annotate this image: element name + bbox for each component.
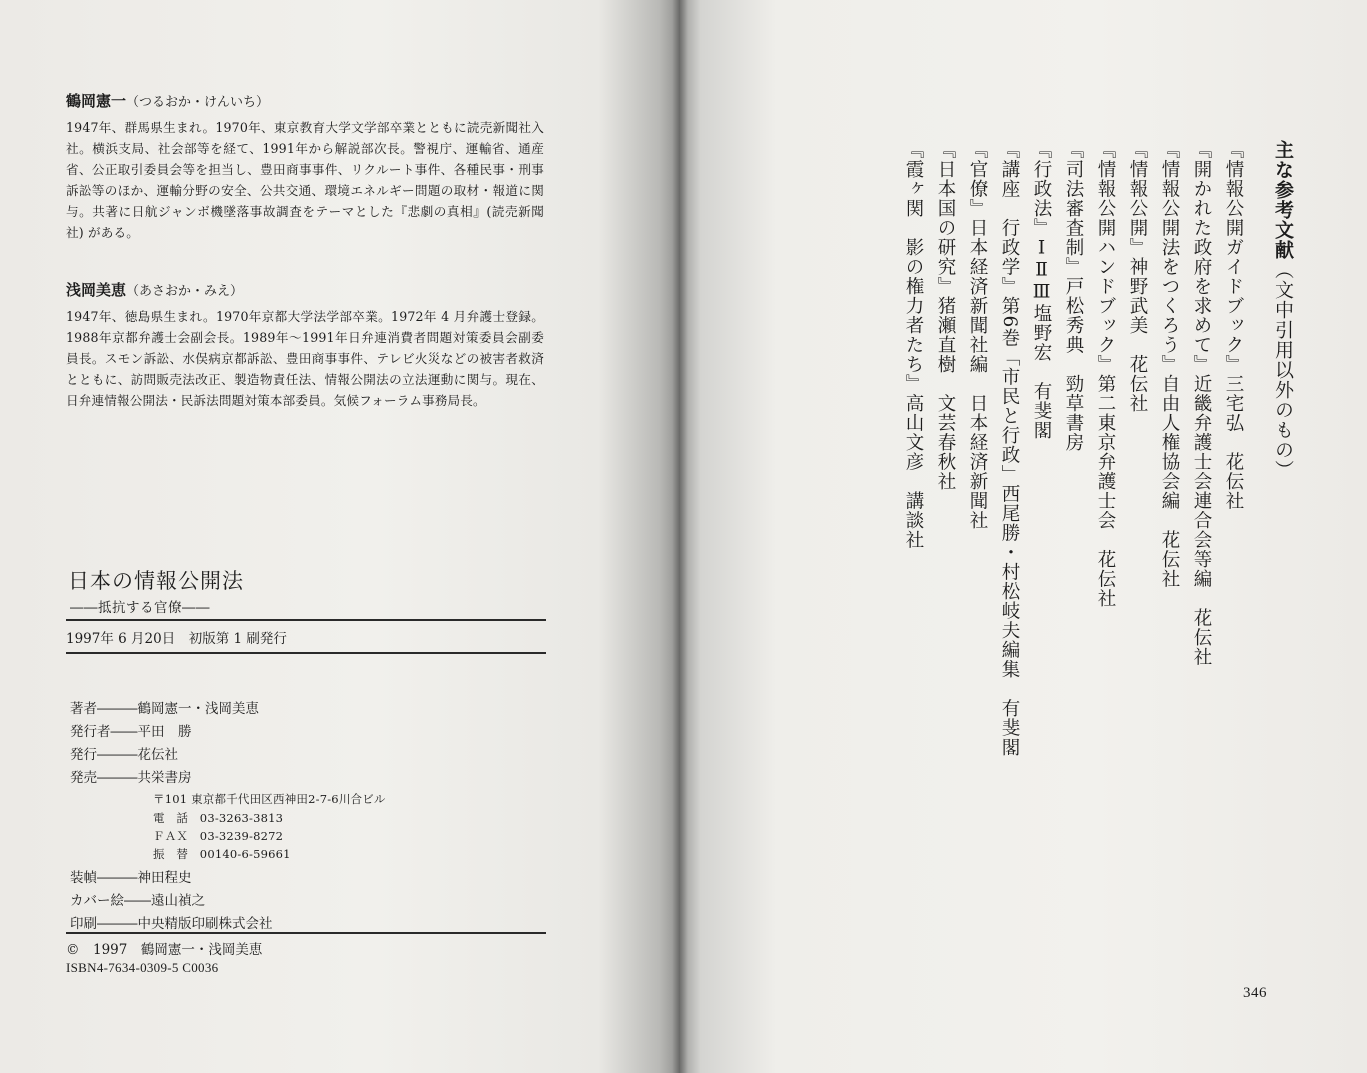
author-profile: [66, 90, 544, 243]
reference-item: 『情報公開ハンドブック』第二東京弁護士会 花伝社: [1095, 140, 1116, 608]
author-name: 浅岡美恵: [66, 281, 127, 299]
reference-item: 『情報公開』神野武美 花伝社: [1127, 140, 1148, 413]
cover-art-credit: カバー絵――遠山禎之: [70, 893, 205, 909]
reference-item: 『日本国の研究』猪瀬直樹 文芸春秋社: [935, 140, 956, 491]
isbn-line: ISBN4-7634-0309-5 C0036: [66, 960, 219, 975]
printing-credit: 印刷―――中央精版印刷株式会社: [70, 916, 273, 932]
divider: [66, 619, 546, 621]
author-bio: 1947年、徳島県生まれ。1970年京都大学法学部卒業。1972年 4 月弁護士登録。1988年京都弁護士会副会長。1989年～1991年日弁連消費者問題対策委員会副委員長。スモン訴訟、水俣病京都訴訟、豊田商事事件、テレビ火災などの被害者救済とともに、訪問販売法改正、製造物責任法、情報公開法の立法運動に関与。現在、日弁連情報公開法・民訴法問題対策本部委員。気候フォーラム事務局長。: [66, 309, 544, 408]
author-bio: 1947年、群馬県生まれ。1970年、東京教育大学文学部卒業とともに読売新聞社入社。横浜支局、社会部等を経て、1991年から解説部次長。警視庁、運輸省、通産省、公正取引委員会等を担当し、豊田商事事件、リクルート事件、各種民事・刑事訴訟等のほか、運輸分野の安全、公共交通、環境エネルギー問題の取材・報道に関与。共著に日航ジャンボ機墜落事故調査をテーマとした『悲劇の真相』(読売新聞社) がある。: [66, 120, 544, 240]
references-title: 主な参考文献: [1272, 140, 1294, 260]
page-number: 346: [1243, 985, 1267, 1001]
divider: [66, 652, 546, 654]
book-gutter: [672, 0, 688, 1073]
author-credit: 著者―――鶴岡憲一・浅岡美恵: [70, 701, 259, 717]
author-reading: （つるおか・けんいち）: [126, 95, 270, 110]
references-note: （文中引用以外のもの）: [1272, 260, 1294, 480]
reference-item: 『霞ヶ関 影の権力者たち』高山文彦 講談社: [903, 140, 924, 550]
divider: [66, 932, 546, 934]
publisher-credit: 発行―――花伝社: [70, 747, 178, 763]
publisher-phone: 電 話 03-3263-3813: [153, 811, 284, 825]
left-page: [0, 0, 680, 1073]
reference-item: 『情報公開法をつくろう』自由人権協会編 花伝社: [1159, 140, 1180, 589]
book-title: 日本の情報公開法: [68, 569, 244, 593]
book-subtitle: ――抵抗する官僚――: [70, 600, 210, 616]
reference-item: 『情報公開ガイドブック』三宅弘 花伝社: [1223, 140, 1244, 511]
author-name: 鶴岡憲一: [66, 92, 127, 110]
references-heading: [1267, 140, 1299, 1040]
issuer-credit: 発行者――平田 勝: [70, 724, 192, 740]
references-section: [897, 140, 1299, 1040]
copyright-line: © 1997 鶴岡憲一・浅岡美恵: [66, 942, 263, 958]
reference-item: 『官僚』日本経済新聞社編 日本経済新聞社: [967, 140, 988, 530]
author-reading: （あさおか・みえ）: [126, 284, 244, 299]
author-profile: [66, 279, 544, 411]
publisher-fax: ＦＡＸ 03-3239-8272: [153, 829, 284, 843]
reference-item: 『司法審査制』戸松秀典 勁草書房: [1063, 140, 1084, 452]
author-heading: [66, 279, 544, 300]
publisher-address: 〒101 東京都千代田区西神田2-7-6川合ビル: [153, 792, 386, 806]
postal-transfer: 振 替 00140-6-59661: [153, 847, 291, 861]
author-heading: [66, 90, 544, 111]
edition-line: 1997年 6 月20日 初版第 1 刷発行: [66, 631, 287, 647]
binding-credit: 装幀―――神田程史: [70, 870, 192, 886]
reference-item: 『講座 行政学』第6巻「市民と行政」西尾勝・村松岐夫編集 有斐閣: [999, 140, 1020, 758]
distributor-credit: 発売―――共栄書房: [70, 770, 192, 786]
reference-item: 『行政法』ⅠⅡⅢ塩野宏 有斐閣: [1031, 140, 1052, 440]
reference-item: 『開かれた政府を求めて』近畿弁護士会連合会等編 花伝社: [1191, 140, 1212, 667]
